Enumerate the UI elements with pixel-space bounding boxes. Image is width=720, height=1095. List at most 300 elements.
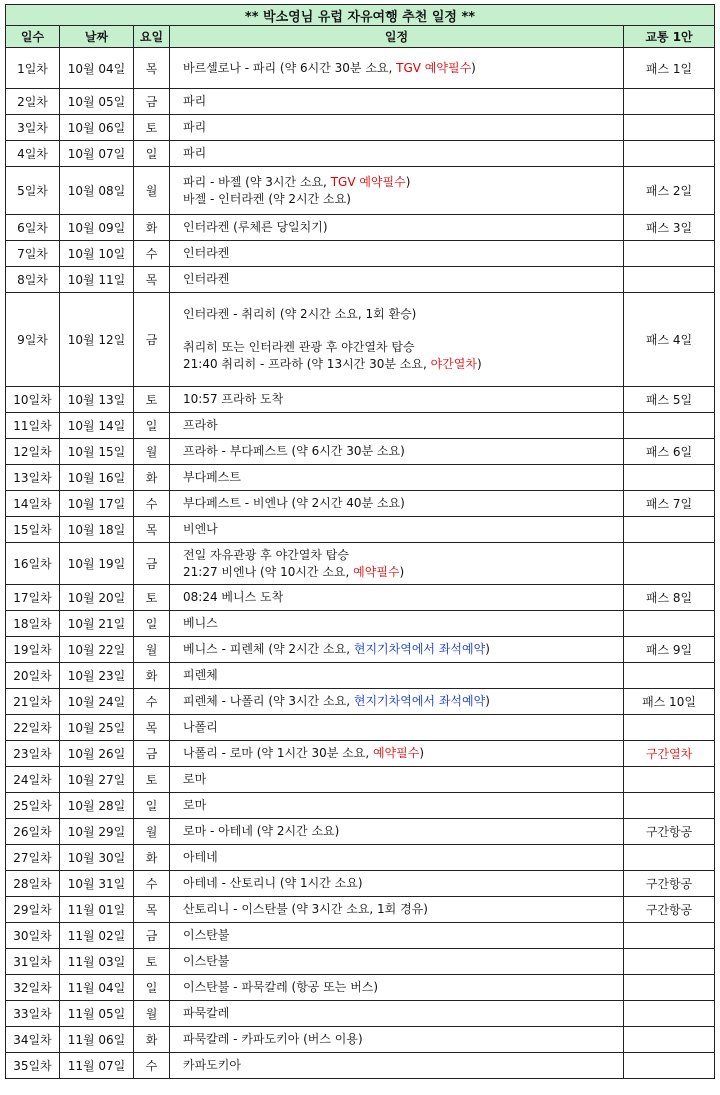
date-cell: 10월 07일 [60,141,134,167]
schedule-line [183,564,623,581]
day-cell: 13일차 [6,465,60,491]
date-cell: 11월 02일 [60,923,134,949]
schedule-text: 바젤 - 인터라켄 (약 2시간 소요) [183,191,351,206]
date-cell: 11월 03일 [60,949,134,975]
schedule-text: ) [419,746,425,760]
weekday-cell: 일 [134,611,170,637]
schedule-cell [170,715,624,741]
schedule-cell [170,949,624,975]
schedule-text: 로마 - 아테네 (약 2시간 소요) [183,824,340,838]
weekday-cell: 화 [134,845,170,871]
day-cell: 11일차 [6,413,60,439]
date-cell: 10월 31일 [60,871,134,897]
schedule-cell [170,871,624,897]
header-row [6,26,715,48]
transport-cell [624,465,715,491]
schedule-text: 취리히 또는 인터라켄 관광 후 야간열차 탑승 [183,340,415,354]
table-row [6,845,715,871]
schedule-text: 바르셀로나 - 파리 (약 6시간 30분 소요, [183,60,397,75]
transport-cell [624,611,715,637]
transport-cell: 패스 1일 [624,48,715,89]
transport-cell [624,413,715,439]
weekday-cell: 화 [134,1027,170,1053]
schedule-text: 아테네 [183,850,218,864]
schedule-cell [170,1053,624,1079]
transport-cell: 패스 8일 [624,585,715,611]
schedule-cell [170,1001,624,1027]
transport-cell [624,141,715,167]
schedule-line [183,1005,623,1022]
schedule-text: 로마 [183,772,207,786]
weekday-cell: 월 [134,167,170,215]
day-cell: 7일차 [6,241,60,267]
weekday-cell: 금 [134,293,170,387]
day-cell: 19일차 [6,637,60,663]
table-row [6,543,715,585]
weekday-cell: 수 [134,241,170,267]
schedule-line [183,339,623,356]
day-cell: 28일차 [6,871,60,897]
schedule-text: 전일 자유관광 후 야간열차 탑승 [183,547,349,562]
day-cell: 29일차 [6,897,60,923]
table-row [6,465,715,491]
day-cell: 14일차 [6,491,60,517]
schedule-text: 카파도키아 [183,1058,241,1072]
date-cell: 10월 10일 [60,241,134,267]
date-cell: 10월 26일 [60,741,134,767]
table-row [6,115,715,141]
date-cell: 10월 17일 [60,491,134,517]
date-cell: 10월 23일 [60,663,134,689]
weekday-cell: 일 [134,141,170,167]
date-cell: 10월 08일 [60,167,134,215]
schedule-line [183,174,623,191]
schedule-line [183,417,623,434]
table-row [6,871,715,897]
table-row [6,267,715,293]
weekday-cell: 화 [134,465,170,491]
weekday-cell: 수 [134,491,170,517]
header-date: 날짜 [60,26,134,48]
table-row [6,89,715,115]
day-cell: 23일차 [6,741,60,767]
schedule-cell [170,491,624,517]
weekday-cell: 금 [134,543,170,585]
highlight-note-red: 예약필수 [353,564,400,579]
schedule-text: 아테네 - 산토리니 (약 1시간 소요) [183,876,363,890]
schedule-line [183,1031,623,1048]
schedule-line [183,271,623,288]
table-row [6,585,715,611]
schedule-text: 프라하 - 부다페스트 (약 6시간 30분 소요) [183,444,405,458]
weekday-cell: 화 [134,215,170,241]
schedule-text: 프라하 [183,418,218,432]
date-cell: 10월 27일 [60,767,134,793]
schedule-text: 나폴리 - 로마 (약 1시간 30분 소요, [183,746,373,760]
schedule-line [183,589,623,606]
day-cell: 30일차 [6,923,60,949]
transport-cell [624,663,715,689]
schedule-line [183,547,623,564]
transport-cell: 패스 10일 [624,689,715,715]
day-cell: 26일차 [6,819,60,845]
date-cell: 10월 22일 [60,637,134,663]
schedule-text: 베니스 - 피렌체 (약 2시간 소요, [183,642,354,656]
transport-cell: 구간항공 [624,897,715,923]
schedule-cell [170,611,624,637]
table-row [6,1027,715,1053]
schedule-text: 08:24 베니스 도착 [183,590,284,604]
transport-cell: 구간열차 [624,741,715,767]
date-cell: 10월 14일 [60,413,134,439]
highlight-note-blue: 현지기차역에서 좌석예약 [353,694,486,708]
schedule-cell [170,115,624,141]
schedule-line [183,927,623,944]
table-row [6,1053,715,1079]
schedule-line [183,797,623,814]
day-cell: 17일차 [6,585,60,611]
schedule-text: 이스탄불 [183,928,230,942]
schedule-cell [170,141,624,167]
schedule-cell [170,517,624,543]
schedule-cell [170,387,624,413]
date-cell: 10월 15일 [60,439,134,465]
schedule-cell [170,413,624,439]
schedule-text: 피렌체 [183,668,218,682]
date-cell: 10월 12일 [60,293,134,387]
schedule-text: 인터라켄 [183,246,230,260]
day-cell: 33일차 [6,1001,60,1027]
highlight-note-blue: 현지기차역에서 좌석예약 [353,642,486,656]
day-cell: 3일차 [6,115,60,141]
schedule-text: 이스탄불 - 파묵칼레 (항공 또는 버스) [183,980,379,994]
transport-cell [624,793,715,819]
date-cell: 10월 19일 [60,543,134,585]
transport-cell: 패스 3일 [624,215,715,241]
table-row [6,167,715,215]
schedule-cell [170,215,624,241]
itinerary-sheet [5,4,714,1079]
day-cell: 6일차 [6,215,60,241]
schedule-text: ) [485,694,490,708]
weekday-cell: 토 [134,585,170,611]
date-cell: 10월 24일 [60,689,134,715]
header-weekday: 요일 [134,26,170,48]
weekday-cell: 금 [134,923,170,949]
day-cell: 2일차 [6,89,60,115]
day-cell: 10일차 [6,387,60,413]
schedule-text: 파묵칼레 [183,1006,230,1020]
table-row [6,923,715,949]
transport-cell [624,89,715,115]
weekday-cell: 월 [134,1001,170,1027]
schedule-cell [170,975,624,1001]
schedule-cell [170,89,624,115]
day-cell: 9일차 [6,293,60,387]
schedule-text: 인터라켄 (루체른 당일치기) [183,220,328,234]
schedule-text: 인터라켄 [183,272,230,286]
schedule-text: 비엔나 [183,522,218,536]
table-row [6,793,715,819]
schedule-line [183,641,623,658]
schedule-text: 로마 [183,798,207,812]
date-cell: 10월 05일 [60,89,134,115]
weekday-cell: 수 [134,1053,170,1079]
schedule-cell [170,267,624,293]
schedule-cell [170,819,624,845]
schedule-cell [170,241,624,267]
schedule-text: 21:40 취리히 - 프라하 (약 13시간 30분 소요, [183,357,431,371]
day-cell: 8일차 [6,267,60,293]
table-row [6,141,715,167]
schedule-line [183,615,623,632]
schedule-line [183,745,623,762]
schedule-cell [170,741,624,767]
schedule-cell [170,167,624,215]
schedule-text: 21:27 비엔나 (약 10시간 소요, [183,564,354,579]
date-cell: 11월 05일 [60,1001,134,1027]
weekday-cell: 토 [134,949,170,975]
schedule-cell [170,845,624,871]
day-cell: 18일차 [6,611,60,637]
weekday-cell: 수 [134,689,170,715]
highlight-note-red: 예약필수 [372,746,420,760]
schedule-text: 이스탄불 [183,954,230,968]
day-cell: 21일차 [6,689,60,715]
header-day: 일수 [6,26,60,48]
transport-cell [624,241,715,267]
table-row [6,293,715,387]
transport-cell [624,845,715,871]
transport-cell [624,767,715,793]
schedule-text: ) [405,174,411,189]
weekday-cell: 토 [134,767,170,793]
schedule-text: 10:57 프라하 도착 [183,392,284,406]
day-cell: 20일차 [6,663,60,689]
schedule-text: 부다페스트 [183,470,241,484]
schedule-text: 베니스 [183,616,218,630]
schedule-text: 부다페스트 - 비엔나 (약 2시간 40분 소요) [183,496,405,510]
day-cell: 22일차 [6,715,60,741]
sheet-title: ** 박소영님 유럽 자유여행 추천 일정 ** [6,5,715,26]
transport-cell [624,517,715,543]
weekday-cell: 목 [134,715,170,741]
itinerary-table [5,4,715,1079]
transport-cell [624,267,715,293]
day-cell: 16일차 [6,543,60,585]
schedule-line [183,191,623,208]
schedule-text: ) [399,564,405,579]
transport-cell: 패스 7일 [624,491,715,517]
transport-cell: 패스 2일 [624,167,715,215]
schedule-line [183,521,623,538]
date-cell: 10월 25일 [60,715,134,741]
transport-cell: 구간항공 [624,819,715,845]
transport-cell [624,715,715,741]
schedule-line [183,953,623,970]
schedule-line [183,823,623,840]
date-cell: 10월 13일 [60,387,134,413]
schedule-text: 파리 - 바젤 (약 3시간 소요, [183,174,331,189]
day-cell: 27일차 [6,845,60,871]
schedule-line [183,901,623,918]
day-cell: 1일차 [6,48,60,89]
date-cell: 10월 21일 [60,611,134,637]
table-row [6,715,715,741]
schedule-cell [170,689,624,715]
date-cell: 10월 28일 [60,793,134,819]
highlight-note-red: 야간열차 [430,357,477,371]
schedule-text: 파리 [183,120,207,134]
weekday-cell: 토 [134,115,170,141]
schedule-line [183,391,623,408]
transport-cell: 패스 4일 [624,293,715,387]
schedule-cell [170,923,624,949]
weekday-cell: 목 [134,517,170,543]
transport-cell [624,1053,715,1079]
schedule-text: 파리 [183,94,207,108]
header-schedule: 일정 [170,26,624,48]
schedule-cell [170,637,624,663]
day-cell: 5일차 [6,167,60,215]
weekday-cell: 금 [134,89,170,115]
table-row [6,517,715,543]
schedule-cell [170,439,624,465]
day-cell: 32일차 [6,975,60,1001]
schedule-cell [170,48,624,89]
day-cell: 25일차 [6,793,60,819]
schedule-line [183,979,623,996]
weekday-cell: 목 [134,267,170,293]
table-row [6,1001,715,1027]
schedule-line [183,771,623,788]
date-cell: 10월 11일 [60,267,134,293]
table-row [6,241,715,267]
schedule-line [183,719,623,736]
day-cell: 15일차 [6,517,60,543]
day-cell: 12일차 [6,439,60,465]
table-row [6,48,715,89]
date-cell: 10월 30일 [60,845,134,871]
transport-cell [624,1027,715,1053]
table-row [6,491,715,517]
weekday-cell: 화 [134,663,170,689]
date-cell: 10월 29일 [60,819,134,845]
transport-cell [624,923,715,949]
transport-cell: 패스 9일 [624,637,715,663]
highlight-note-red: TGV 예약필수 [396,60,472,75]
table-row [6,637,715,663]
schedule-line [183,219,623,236]
schedule-text: 산토리니 - 이스탄불 (약 3시간 소요, 1회 경유) [183,902,428,916]
date-cell: 10월 20일 [60,585,134,611]
date-cell: 10월 09일 [60,215,134,241]
itinerary-rows [6,48,715,1079]
schedule-cell [170,793,624,819]
date-cell: 11월 01일 [60,897,134,923]
schedule-cell [170,585,624,611]
weekday-cell: 월 [134,637,170,663]
table-row [6,611,715,637]
transport-cell: 패스 5일 [624,387,715,413]
date-cell: 10월 06일 [60,115,134,141]
schedule-text: 파묵칼레 - 카파도키아 (버스 이용) [183,1032,363,1046]
schedule-line [183,667,623,684]
transport-cell [624,1001,715,1027]
schedule-cell [170,897,624,923]
schedule-text: ) [485,642,490,656]
schedule-text: 파리 [183,146,207,160]
schedule-line [183,93,623,110]
weekday-cell: 일 [134,793,170,819]
schedule-cell [170,1027,624,1053]
highlight-note-red: TGV 예약필수 [330,174,406,189]
day-cell: 34일차 [6,1027,60,1053]
weekday-cell: 수 [134,871,170,897]
day-cell: 4일차 [6,141,60,167]
schedule-line [183,306,623,323]
weekday-cell: 목 [134,48,170,89]
date-cell: 11월 06일 [60,1027,134,1053]
table-row [6,767,715,793]
schedule-line [183,356,623,373]
transport-cell: 패스 6일 [624,439,715,465]
day-cell: 31일차 [6,949,60,975]
date-cell: 10월 04일 [60,48,134,89]
table-row [6,387,715,413]
schedule-cell [170,663,624,689]
schedule-cell [170,465,624,491]
weekday-cell: 월 [134,439,170,465]
schedule-line [183,849,623,866]
schedule-line [183,245,623,262]
schedule-text: 피렌체 - 나폴리 (약 3시간 소요, [183,694,354,708]
table-row [6,741,715,767]
schedule-text: ) [471,60,476,75]
table-row [6,663,715,689]
transport-cell [624,115,715,141]
schedule-line [183,693,623,710]
schedule-cell [170,293,624,387]
table-row [6,819,715,845]
table-row [6,949,715,975]
weekday-cell: 목 [134,897,170,923]
weekday-cell: 월 [134,819,170,845]
schedule-line [183,469,623,486]
schedule-text: 나폴리 [183,720,218,734]
schedule-cell [170,767,624,793]
table-row [6,439,715,465]
transport-cell [624,949,715,975]
date-cell: 10월 18일 [60,517,134,543]
date-cell: 11월 07일 [60,1053,134,1079]
weekday-cell: 일 [134,413,170,439]
weekday-cell: 금 [134,741,170,767]
date-cell: 11월 04일 [60,975,134,1001]
header-transport: 교통 1안 [624,26,715,48]
date-cell: 10월 16일 [60,465,134,491]
schedule-line [183,443,623,460]
schedule-line [183,875,623,892]
schedule-line [183,60,623,77]
transport-cell [624,975,715,1001]
schedule-line [183,145,623,162]
table-row [6,689,715,715]
transport-cell: 구간항공 [624,871,715,897]
weekday-cell: 일 [134,975,170,1001]
table-row [6,215,715,241]
schedule-text: 인터라켄 - 취리히 (약 2시간 소요, 1회 환승) [183,307,417,321]
